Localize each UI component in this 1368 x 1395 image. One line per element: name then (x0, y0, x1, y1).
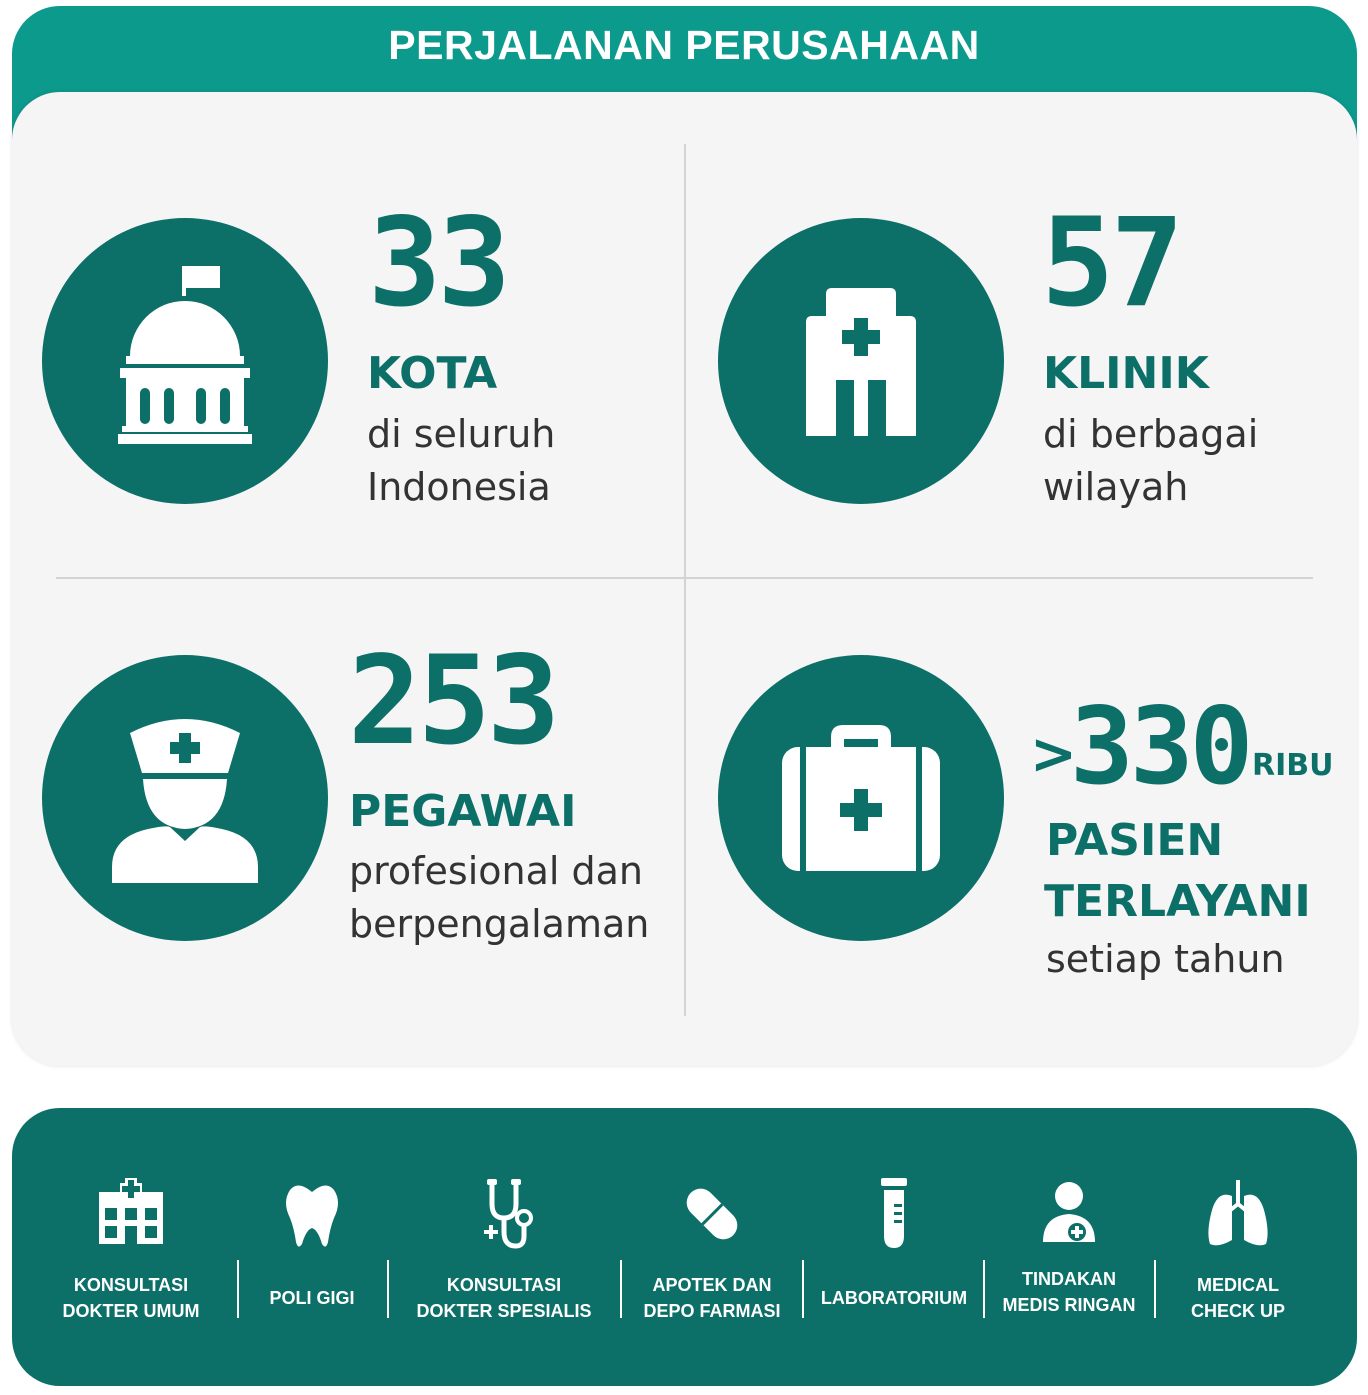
service-label: KONSULTASI DOKTER SPESIALIS (416, 1275, 592, 1321)
service-separator (1154, 1260, 1156, 1318)
stat-label-pasien-2: TERLAYANI (1044, 876, 1311, 927)
stat-desc-kota-2: Indonesia (367, 465, 551, 509)
service-medical-check-up (1168, 1108, 1308, 1386)
service-label: MEDICAL CHECK UP (1190, 1275, 1285, 1321)
service-label: TINDAKAN MEDIS RINGAN (1002, 1269, 1136, 1315)
stat-desc-pegawai-2: berpengalaman (349, 902, 650, 946)
service-laboratorium (814, 1108, 974, 1386)
stat-desc-klinik-2: wilayah (1043, 465, 1189, 509)
stat-desc-pasien: setiap tahun (1046, 937, 1285, 981)
service-label: APOTEK DAN DEPO FARMASI (643, 1275, 781, 1321)
stat-desc-kota-1: di seluruh (367, 412, 556, 456)
stat-number-pegawai: 253 (348, 630, 557, 772)
stat-label-pasien-1: PASIEN (1046, 815, 1224, 866)
tooth-icon (272, 1174, 352, 1254)
page-title: PERJALANAN PERUSAHAAN (388, 22, 980, 68)
government-building-icon (42, 218, 328, 504)
clinic-icon (91, 1174, 171, 1254)
horizontal-divider (56, 577, 1313, 579)
service-label: POLI GIGI (269, 1288, 355, 1308)
stat-number-klinik: 57 (1041, 192, 1180, 334)
stethoscope-icon (464, 1174, 544, 1254)
service-konsultasi-dokter-spesialis (402, 1108, 606, 1386)
service-konsultasi-dokter-umum (42, 1108, 220, 1386)
stat-suffix-pasien: RIBU (1252, 748, 1334, 783)
pill-icon (672, 1174, 752, 1254)
service-label: KONSULTASI DOKTER UMUM (62, 1275, 200, 1321)
service-separator (620, 1260, 622, 1318)
service-separator (387, 1260, 389, 1318)
vertical-divider (684, 144, 686, 1016)
lungs-icon (1198, 1174, 1278, 1254)
stat-number-kota: 33 (368, 192, 507, 334)
stat-desc-klinik-1: di berbagai (1043, 412, 1259, 456)
service-separator (802, 1260, 804, 1318)
hospital-building-icon (718, 218, 1004, 504)
stat-label-kota: KOTA (367, 348, 498, 399)
service-label: LABORATORIUM (820, 1288, 968, 1308)
stat-label-pegawai: PEGAWAI (349, 786, 577, 837)
service-separator (983, 1260, 985, 1318)
service-poli-gigi (252, 1108, 372, 1386)
doctor-icon (1029, 1174, 1109, 1254)
medical-bag-icon (718, 655, 1004, 941)
nurse-icon (42, 655, 328, 941)
services-bar (12, 1108, 1357, 1386)
service-tindakan-medis-ringan (998, 1108, 1140, 1386)
service-separator (237, 1260, 239, 1318)
stat-number-pasien: 330 (1070, 685, 1250, 808)
stat-desc-pegawai-1: profesional dan (349, 849, 644, 893)
stat-label-klinik: KLINIK (1043, 348, 1209, 399)
service-apotek-depo-farmasi (634, 1108, 790, 1386)
test-tube-icon (854, 1174, 934, 1254)
stat-prefix-pasien: > (1030, 722, 1077, 787)
